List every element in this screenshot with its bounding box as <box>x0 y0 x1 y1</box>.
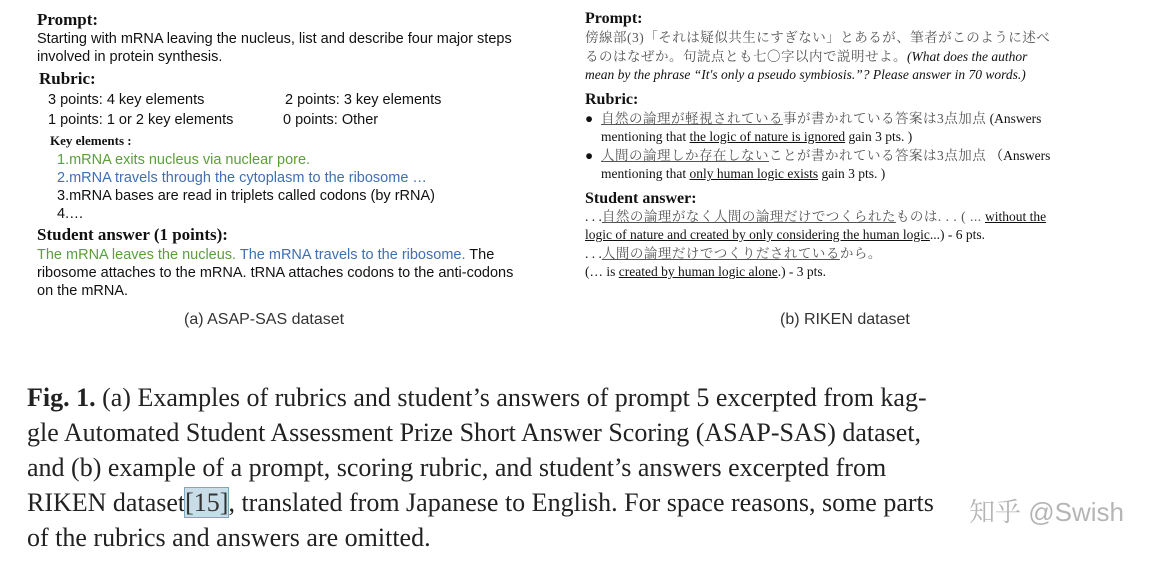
caption-line-4-pre: RIKEN dataset <box>27 488 186 517</box>
rubric2-jp-rest: ことが書かれている答案は3点加点 <box>769 147 987 163</box>
rubric2-jp-underlined: 人間の論理しか存在しない <box>601 147 769 163</box>
key-element-4: 4.… <box>57 206 84 222</box>
rubric-point-3: 3 points: 4 key elements <box>48 92 205 108</box>
key-element-2: 2.mRNA travels through the cytoplasm to the ribosome … <box>57 170 427 186</box>
rubric2-en-post: gain 3 pts. ) <box>818 166 886 181</box>
caption-line-3: and (b) example of a prompt, scoring rubric, and student’s answers excerpted from <box>27 453 887 482</box>
student-answer-blue: The mRNA travels to the ribosome. <box>236 247 466 263</box>
asap-sas-panel <box>37 10 557 300</box>
right-prompt-heading: Prompt: <box>585 10 643 27</box>
student-answer-line-3: on the mRNA. <box>37 283 129 299</box>
right-rubric-item-1 <box>585 110 1125 147</box>
caption-a: (a) ASAP-SAS dataset <box>184 311 345 328</box>
rubric1-jp-rest: 事が書かれている答案は3点加点 <box>783 110 987 126</box>
ans1-jp-rest: ものは. . . ( ... <box>895 208 982 224</box>
ans1-jp-underlined: 自然の論理がなく人間の論理だけでつくられた <box>601 208 896 224</box>
rubric2-en-underlined: only human logic exists <box>689 166 819 181</box>
rubric-point-2: 2 points: 3 key elements <box>285 92 442 108</box>
ans4-underlined: created by human logic alone <box>618 264 778 279</box>
right-prompt-line-2 <box>585 48 1125 67</box>
left-prompt-line-1: Starting with mRNA leaving the nucleus, list and describe four major steps <box>37 31 512 47</box>
right-rubric-heading: Rubric: <box>585 90 639 108</box>
right-answer-line-1 <box>585 208 1125 227</box>
bullet-icon: ● <box>585 147 594 163</box>
right-prompt-line-3 <box>585 66 1125 85</box>
caption-line-5: of the rubrics and answers are omitted. <box>27 523 431 552</box>
ans3-jp-rest: から。 <box>839 245 882 261</box>
right-answer-line-3 <box>585 245 1125 264</box>
left-prompt-line-2: involved in protein synthesis. <box>37 49 223 65</box>
rubric-point-0: 0 points: Other <box>283 112 379 128</box>
ans3-jp-underlined: 人間の論理だけでつくりだされている <box>601 245 840 261</box>
key-elements-heading: Key elements : <box>50 133 132 148</box>
right-answer-line-4 <box>585 263 1125 282</box>
right-prompt-en-2: (What does the author <box>907 48 1028 64</box>
citation-link[interactable]: [15] <box>185 488 229 517</box>
student-answer-black: The <box>465 247 495 263</box>
rubric-point-1: 1 points: 1 or 2 key elements <box>48 112 234 128</box>
rubric1-en-1: (Answers <box>989 110 1042 126</box>
ans4-pre: (… is <box>585 264 619 279</box>
rubric1-en-post: gain 3 pts. ) <box>845 129 913 144</box>
caption-line-1: (a) Examples of rubrics and student’s answers of prompt 5 excerpted from kag- <box>95 383 927 412</box>
left-prompt-heading: Prompt: <box>37 10 99 29</box>
rubric2-en-pre: mentioning that <box>601 166 690 181</box>
right-prompt-en-3: mean by the phrase “It's only a pseudo symbiosis.”? Please answer in 70 words.) <box>585 67 1026 82</box>
rubric1-en-pre: mentioning that <box>601 129 690 144</box>
student-answer-line-1 <box>37 246 557 264</box>
ans1-en-underlined: without the <box>985 208 1047 224</box>
rubric2-en-1: （Answers <box>989 147 1051 163</box>
rubric-points <box>37 91 557 131</box>
ans1-pre: . . . <box>585 208 602 224</box>
riken-panel <box>585 10 1125 282</box>
ans2-underlined: logic of nature and created by only considering the human logic <box>585 227 930 242</box>
caption-line-4-post: , translated from Japanese to English. For space reasons, some parts <box>228 488 934 517</box>
bullet-icon: ● <box>585 110 594 126</box>
left-student-heading: Student answer (1 points): <box>37 225 228 244</box>
student-answer-line-2: ribosome attaches to the mRNA. tRNA attaches codons to the anti-codons <box>37 265 514 281</box>
rubric1-en-underlined: the logic of nature is ignored <box>689 129 846 144</box>
caption-line-2: gle Automated Student Assessment Prize Short Answer Scoring (ASAP-SAS) dataset, <box>27 418 922 447</box>
student-answer-green: The mRNA leaves the nucleus. <box>37 247 237 263</box>
caption-b: (b) RIKEN dataset <box>780 311 910 328</box>
key-elements-list <box>57 151 557 223</box>
watermark: 知乎 @Swish <box>969 497 1124 527</box>
right-answer-line-2 <box>585 226 1125 245</box>
right-prompt-jp-2: るのはなぜか。句読点とも七〇字以内で説明せよ。 <box>585 48 907 64</box>
key-element-1: 1.mRNA exits nucleus via nuclear pore. <box>57 152 311 168</box>
right-prompt-jp-1: 傍線部(3)「それは疑似共生にすぎない」とあるが、筆者がこのように述べ <box>585 30 1051 45</box>
ans3-pre: . . . <box>585 245 602 261</box>
ans2-rest: ...) - 6 pts. <box>929 227 986 242</box>
figure-caption <box>27 380 1125 555</box>
ans4-post: .) - 3 pts. <box>777 264 827 279</box>
left-rubric-heading: Rubric: <box>39 69 96 88</box>
right-rubric-item-2 <box>585 147 1125 184</box>
key-element-3: 3.mRNA bases are read in triplets called codons (by rRNA) <box>57 188 435 204</box>
right-student-heading: Student answer: <box>585 189 697 207</box>
figure-label: Fig. 1. <box>27 383 96 412</box>
rubric1-jp-underlined: 自然の論理が軽視されている <box>601 110 783 126</box>
